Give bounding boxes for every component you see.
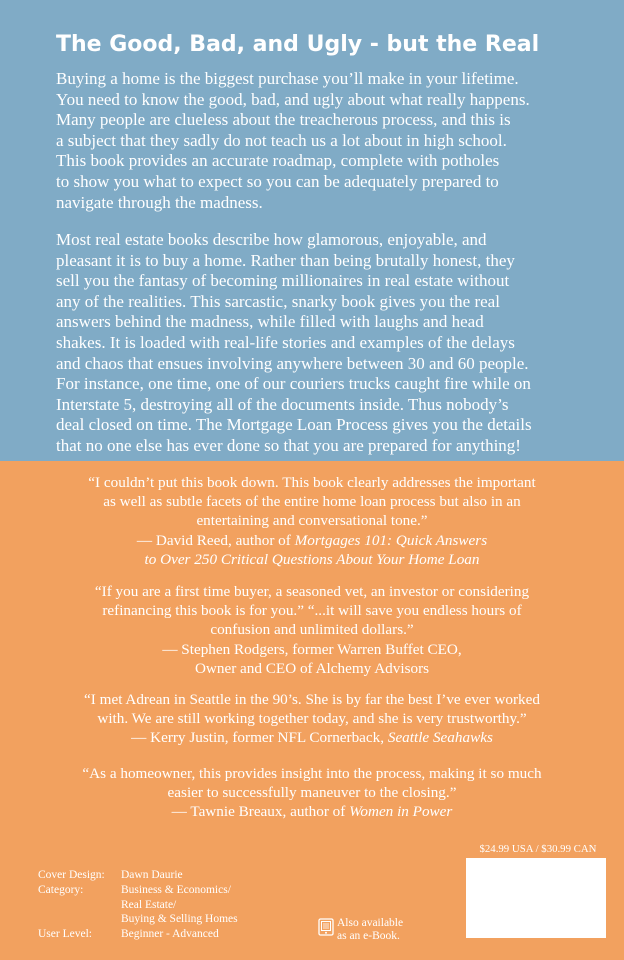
quote-line: “As a homeowner, this provides insight into the process, making it so much <box>82 765 542 782</box>
testimonial-breaux <box>0 764 624 822</box>
text-line: deal closed on time. The Mortgage Loan Process gives you the details <box>56 415 532 435</box>
testimonial-reed <box>0 473 624 569</box>
testimonial-justin <box>0 690 624 748</box>
ebook-notice <box>318 917 403 943</box>
text-line: Buying a home is the biggest purchase you’ll make in your lifetime. <box>56 69 519 88</box>
credit-row-category <box>38 883 238 898</box>
text-line: to show you what to expect so you can be adequately prepared to <box>56 171 499 191</box>
quote-line: “I couldn’t put this book down. This book clearly addresses the important <box>88 474 536 491</box>
text-line: shakes. It is loaded with real-life stories and examples of the delays <box>56 332 515 352</box>
text-line: navigate through the madness. <box>56 192 263 212</box>
credit-row-category-cont <box>38 912 238 927</box>
text-line: that no one else has ever done so that you are prepared for anything! <box>56 435 521 455</box>
quote-attribution <box>0 728 624 747</box>
quote-attribution: — Stephen Rodgers, former Warren Buffet CEO, <box>162 640 462 658</box>
text-line: a subject that they sadly do not teach us a lot about in high school. <box>56 130 507 150</box>
quote-line: with. We are still working together today, and she is very trustworthy.” <box>97 710 527 728</box>
attribution-book-title-cont: to Over 250 Critical Questions About Your Home Loan <box>144 550 480 568</box>
book-credits <box>38 868 238 942</box>
quote-attribution <box>0 531 624 550</box>
back-cover-title: The Good, Bad, and Ugly - but the Real <box>56 32 540 57</box>
attribution-team: Seattle Seahawks <box>387 729 493 747</box>
testimonials-panel <box>0 461 624 960</box>
quote-line: easier to successfully maneuver to the closing.” <box>167 784 457 802</box>
credit-value: Business & Economics/ <box>121 883 231 896</box>
credit-value: Real Estate/ <box>121 898 177 911</box>
quote-attribution <box>0 802 624 821</box>
ebook-text-line: as an e-Book. <box>337 930 400 942</box>
quote-line: confusion and unlimited dollars.” <box>210 621 414 639</box>
ebook-text-line: Also available <box>337 917 404 929</box>
text-line: pleasant it is to buy a home. Rather than being brutally honest, they <box>56 250 515 270</box>
credit-row-level <box>38 927 238 942</box>
testimonial-rodgers <box>0 582 624 678</box>
text-line: For instance, one time, one of our couriers trucks caught fire while on <box>56 374 531 394</box>
text-line: This book provides an accurate roadmap, complete with potholes <box>56 151 500 171</box>
text-line: answers behind the madness, while filled with laughs and head <box>56 312 484 332</box>
credit-row-category-cont <box>38 898 238 913</box>
attribution-name: — David Reed, author of <box>136 531 295 549</box>
credit-value: Beginner - Advanced <box>121 928 219 941</box>
quote-line: as well as subtle facets of the entire home loan process but also in an <box>103 493 521 511</box>
text-line: You need to know the good, bad, and ugly about what really happens. <box>56 89 530 109</box>
text-line: sell you the fantasy of becoming millionaires in real estate without <box>56 271 510 291</box>
credit-label: Cover Design: <box>38 869 105 881</box>
credit-value: Buying & Selling Homes <box>121 913 238 926</box>
description-panel <box>0 0 624 461</box>
price-label: $24.99 USA / $30.99 CAN <box>479 843 597 855</box>
text-line: and chaos that ensues involving anywhere between 30 and 60 people. <box>56 353 529 373</box>
text-line: Interstate 5, destroying all of the documents inside. Thus nobody’s <box>56 394 509 414</box>
attribution-book-title: Women in Power <box>349 803 453 821</box>
text-line: Most real estate books describe how glamorous, enjoyable, and <box>56 230 487 249</box>
barcode-box <box>466 858 606 938</box>
attribution-name: — Kerry Justin, former NFL Cornerback, <box>131 729 388 747</box>
description-paragraph-2 <box>56 230 616 457</box>
quote-line: “If you are a first time buyer, a seasoned vet, an investor or considering <box>94 583 530 600</box>
credit-value: Dawn Daurie <box>121 869 183 881</box>
attribution-name: — Tawnie Breaux, author of <box>171 803 350 821</box>
quote-attribution: Owner and CEO of Alchemy Advisors <box>194 659 430 677</box>
attribution-book-title: Mortgages 101: Quick Answers <box>294 531 488 549</box>
description-paragraph-1 <box>56 69 616 213</box>
credit-label: User Level: <box>38 928 92 941</box>
text-line: any of the realities. This sarcastic, snarky book gives you the real <box>56 291 500 311</box>
ebook-reader-icon <box>318 918 334 936</box>
credit-row-cover <box>38 868 238 883</box>
quote-line: refinancing this book is for you.” “...it will save you endless hours of <box>102 602 522 620</box>
text-line: Many people are clueless about the treacherous process, and this is <box>56 110 511 130</box>
quote-line: entertaining and conversational tone.” <box>196 512 428 530</box>
credit-label: Category: <box>38 883 84 896</box>
quote-line: “I met Adrean in Seattle in the 90’s. She is by far the best I’ve ever worked <box>84 691 540 708</box>
